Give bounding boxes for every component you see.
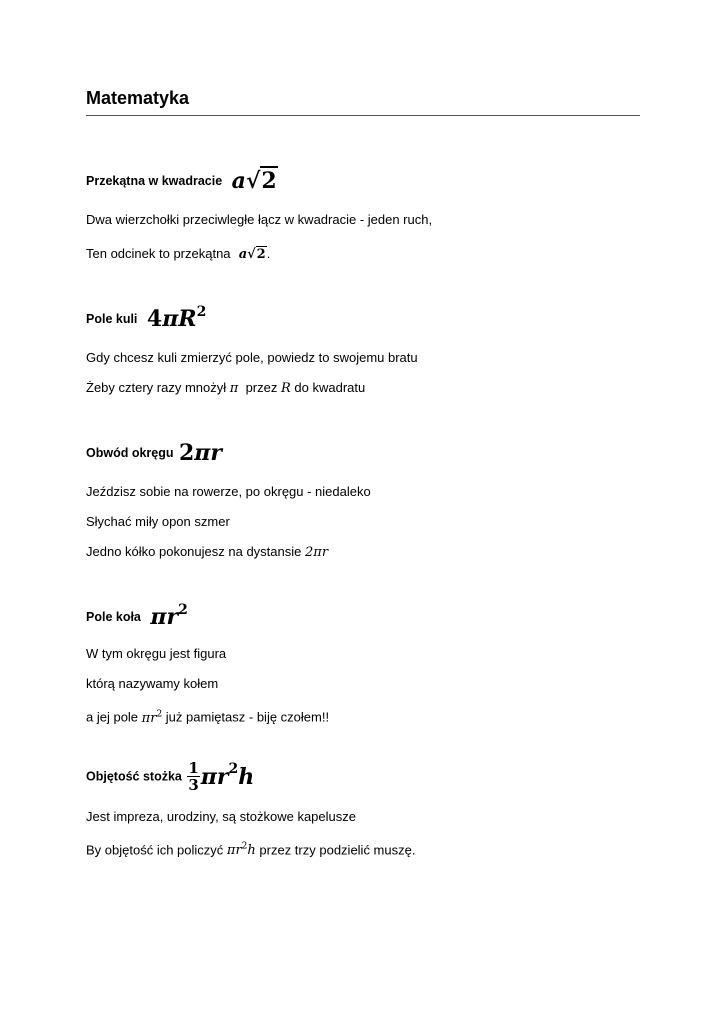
inline-pi: π bbox=[229, 381, 239, 397]
verse-text: do kwadratu bbox=[294, 380, 366, 396]
verse-text: już pamiętasz - biję czołem!! bbox=[165, 709, 330, 725]
verse-text: Żeby cztery razy mnożył bbox=[86, 380, 227, 396]
verse-line bbox=[86, 544, 646, 561]
formula-circle-area: $\pi r^2$ bbox=[150, 602, 188, 631]
verse-line: Słychać miły opon szmer bbox=[86, 514, 230, 529]
heading-label: Przekątna w kwadracie bbox=[86, 174, 223, 188]
heading-label: Pole kuli bbox=[86, 312, 138, 327]
section-circumference bbox=[86, 440, 646, 561]
verse-text: przez trzy podzielić muszę. bbox=[259, 842, 416, 858]
verse-line bbox=[86, 839, 646, 859]
formula-sphere: $4\pi R^2$ bbox=[146, 304, 207, 333]
section-heading bbox=[86, 168, 646, 194]
formula-circumference: 2πr bbox=[178, 440, 222, 466]
verse-text: Ten odcinek to przekątna bbox=[86, 246, 231, 261]
page-title: Matematyka bbox=[86, 88, 190, 108]
formula-fraction: $\frac{1}{3}$ bbox=[188, 759, 199, 794]
verse-line bbox=[86, 380, 646, 397]
verse-line bbox=[86, 246, 646, 263]
verse-line: Jeździsz sobie na rowerze, po okręgu - niedaleko bbox=[86, 484, 371, 499]
inline-formula: a√2 bbox=[234, 247, 266, 262]
title-divider bbox=[86, 115, 640, 116]
verse-line: Gdy chcesz kuli zmierzyć pole, powiedz to swojemu bratu bbox=[86, 350, 418, 366]
verse-text: Jedno kółko pokonujesz na dystansie bbox=[86, 544, 302, 559]
section-diagonal bbox=[86, 168, 646, 263]
verse-line: Jest impreza, urodziny, są stożkowe kapelusze bbox=[86, 809, 356, 824]
heading-label: Objętość stożka bbox=[86, 769, 182, 784]
section-heading bbox=[86, 306, 646, 332]
formula-diagonal: a√2 bbox=[231, 168, 277, 194]
verse-text: By objętość ich policzyć bbox=[86, 842, 224, 858]
inline-formula: $\pi r^2$ bbox=[141, 709, 163, 726]
verse-line: W tym okręgu jest figura bbox=[86, 646, 227, 662]
inline-formula: $\pi r^2h$ bbox=[226, 842, 256, 859]
verse-line: którą nazywamy kołem bbox=[86, 676, 219, 692]
inline-formula: 2πr bbox=[305, 545, 329, 560]
inline-r: R bbox=[280, 381, 291, 397]
verse-text: przez bbox=[245, 380, 278, 396]
section-sphere bbox=[86, 306, 646, 397]
section-circle-area bbox=[86, 604, 646, 727]
heading-label: Pole koła bbox=[86, 610, 141, 625]
verse-text: a jej pole bbox=[86, 709, 139, 725]
section-heading bbox=[86, 604, 646, 630]
section-cone-volume bbox=[86, 760, 646, 859]
verse-line: Dwa wierzchołki przeciwległe łącz w kwadracie - jeden ruch, bbox=[86, 212, 433, 227]
heading-label: Obwód okręgu bbox=[86, 446, 174, 460]
section-heading bbox=[86, 760, 646, 793]
verse-suffix: . bbox=[266, 246, 271, 261]
formula-cone-volume: $\pi r^2h$ bbox=[200, 761, 255, 790]
verse-line bbox=[86, 706, 646, 726]
section-heading bbox=[86, 440, 646, 466]
